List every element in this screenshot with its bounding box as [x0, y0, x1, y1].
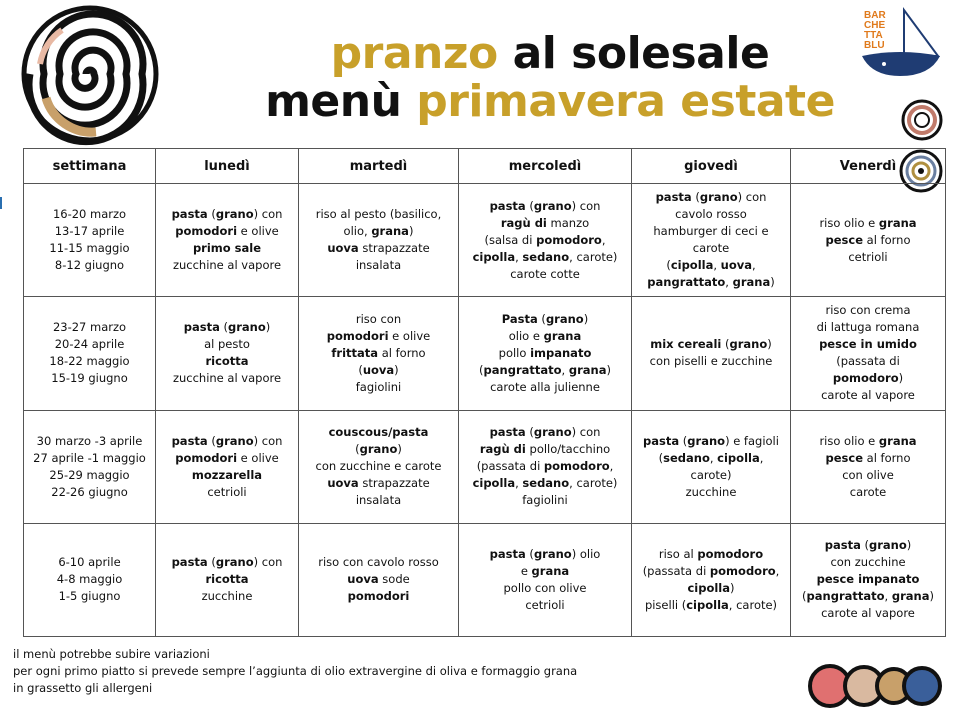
table-row — [24, 297, 946, 410]
week-range: 23-27 marzo — [52, 320, 127, 335]
dish-line: piselli (cipolla, carote) — [644, 597, 778, 612]
dish-line: uova strapazzate — [327, 241, 430, 256]
dish-line: pasta (grano) — [183, 320, 271, 335]
menu-cell — [459, 297, 632, 410]
dish-line: pomodori e olive — [175, 224, 279, 239]
footnotes — [13, 646, 577, 697]
edge-marker — [0, 197, 2, 209]
dish-line: Pasta (grano) — [501, 311, 589, 326]
week-range: 30 marzo -3 aprile — [36, 433, 143, 448]
week-range: 20-24 aprile — [54, 337, 125, 352]
week-range: 15-19 giugno — [51, 371, 128, 386]
dish-line: olio e grana — [508, 328, 582, 343]
title-word-al-solesale: al solesale — [512, 28, 770, 79]
dish-line: carote cotte — [510, 266, 580, 281]
dish-line: cavolo rosso — [675, 207, 747, 222]
menu-cell — [791, 184, 946, 297]
table-header-row — [24, 149, 946, 184]
dish-line: (passata di pomodoro, — [476, 459, 614, 474]
dish-line: di lattuga romana — [816, 320, 920, 335]
dish-line: con piselli e zucchine — [649, 354, 773, 369]
dish-line: pesce impanato — [816, 572, 920, 587]
dish-line: zucchine al vapore — [172, 371, 282, 386]
title-word-pranzo: pranzo — [330, 28, 498, 79]
dish-line: carote alla julienne — [490, 379, 600, 394]
table-row — [24, 410, 946, 523]
menu-cell — [156, 523, 299, 636]
dish-line: uova strapazzate — [327, 476, 430, 491]
dish-line: ragù di pollo/tacchino — [479, 442, 611, 457]
dish-line: pesce al forno — [825, 450, 911, 465]
dish-line: (uova) — [358, 362, 399, 377]
week-range: 11-15 maggio — [49, 241, 130, 256]
week-range: 25-29 maggio — [49, 467, 130, 482]
dish-line: pasta (grano) con — [489, 198, 601, 213]
header-settimana: settimana — [24, 149, 156, 184]
dish-line: (pangrattato, grana) — [802, 589, 934, 604]
logo-text-4: BLU — [864, 40, 885, 51]
dish-line: fagiolini — [355, 379, 402, 394]
logo-text-2: CHE — [864, 20, 886, 31]
dish-line: pasta (grano) olio — [489, 546, 601, 561]
dish-line: (pangrattato, grana) — [479, 362, 611, 377]
dish-line: ricotta — [205, 572, 249, 587]
dish-line: frittata al forno — [331, 345, 426, 360]
page-title — [250, 30, 850, 126]
menu-cell — [299, 410, 459, 523]
week-range: 16-20 marzo — [52, 207, 127, 222]
dish-line: con zucchine — [830, 555, 906, 570]
dish-line: ricotta — [205, 354, 249, 369]
dish-line: mozzarella — [191, 467, 263, 482]
week-cell — [24, 184, 156, 297]
dish-line: insalata — [355, 258, 402, 273]
dish-line: carote al vapore — [821, 388, 915, 403]
dish-line: carote — [692, 241, 730, 256]
dish-line: (grano) — [355, 442, 402, 457]
note-olive-oil: per ogni primo piatto si prevede sempre l’aggiunta di olio extravergine di oliva e formaggio grana — [13, 664, 578, 678]
dish-line: (passata di — [836, 354, 900, 369]
menu-cell — [632, 184, 791, 297]
decorative-ring-icon — [900, 98, 944, 142]
dish-line: pangrattato, grana) — [647, 275, 775, 290]
dish-line: hamburger di ceci e — [653, 224, 769, 239]
note-allergens: in grassetto gli allergeni — [13, 681, 153, 695]
dish-line: cetrioli — [848, 249, 888, 264]
menu-cell — [791, 523, 946, 636]
week-cell — [24, 523, 156, 636]
dish-line: mix cereali (grano) — [650, 337, 772, 352]
header-mercoledi: mercoledì — [459, 149, 632, 184]
dish-line: cetrioli — [207, 484, 247, 499]
logo-text-1: BAR — [864, 10, 886, 21]
dish-line: carote) — [690, 467, 732, 482]
dish-line: pesce in umido — [819, 337, 917, 352]
table-row — [24, 184, 946, 297]
menu-cell — [156, 297, 299, 410]
dish-line: cetrioli — [525, 597, 565, 612]
dish-line: fagiolini — [522, 493, 568, 508]
dish-line: pesce al forno — [825, 232, 911, 247]
dish-line: pasta (grano) con — [171, 555, 283, 570]
dish-line: riso al pesto (basilico, — [315, 207, 442, 222]
menu-cell — [299, 297, 459, 410]
dish-line: ragù di manzo — [500, 215, 590, 230]
dish-line: pollo impanato — [498, 345, 592, 360]
dish-line: zucchine — [201, 589, 253, 604]
dish-line: zucchine al vapore — [172, 258, 282, 273]
dish-line: pasta (grano) e fagioli — [643, 433, 779, 448]
dish-line: (salsa di pomodoro, — [484, 232, 606, 247]
dish-line: riso olio e grana — [819, 433, 917, 448]
menu-cell — [791, 410, 946, 523]
dish-line: (cipolla, uova, — [666, 258, 756, 273]
decorative-circles-icon — [808, 660, 944, 712]
dish-line: insalata — [355, 493, 402, 508]
menu-cell — [156, 410, 299, 523]
dish-line: couscous/pasta — [328, 425, 429, 440]
dish-line: pollo con olive — [503, 580, 587, 595]
dish-line: pomodoro) — [832, 371, 904, 386]
dish-line: pasta (grano) con — [171, 207, 283, 222]
dish-line: riso con — [355, 311, 402, 326]
spiral-logo-icon — [18, 2, 163, 147]
dish-line: uova sode — [347, 572, 410, 587]
title-word-menu: menù — [265, 76, 402, 127]
dish-line: riso al pomodoro — [658, 546, 764, 561]
table-row — [24, 523, 946, 636]
dish-line: pasta (grano) con — [171, 433, 283, 448]
dish-line: pasta (grano) con — [489, 425, 601, 440]
menu-table — [23, 148, 946, 637]
menu-cell — [791, 297, 946, 410]
week-range: 6-10 aprile — [58, 555, 121, 570]
menu-cell — [299, 523, 459, 636]
header-lunedi: lunedì — [156, 149, 299, 184]
dish-line: pomodori e olive — [175, 450, 279, 465]
week-range: 1-5 giugno — [58, 589, 121, 604]
logo-text-3: TTA — [864, 30, 883, 41]
header-giovedi: giovedì — [632, 149, 791, 184]
dish-line: olio, grana) — [343, 224, 414, 239]
week-range: 18-22 maggio — [49, 354, 130, 369]
dish-line: e grana — [520, 563, 570, 578]
week-range: 22-26 giugno — [51, 484, 128, 499]
week-range: 27 aprile -1 maggio — [33, 450, 146, 465]
header-venerdi: Venerdì — [791, 149, 946, 184]
dish-line: (sedano, cipolla, — [658, 450, 764, 465]
dish-line: carote — [849, 484, 887, 499]
menu-cell — [632, 523, 791, 636]
menu-cell — [632, 410, 791, 523]
dish-line: riso olio e grana — [819, 215, 917, 230]
dish-line: riso con crema — [825, 303, 911, 318]
menu-cell — [459, 523, 632, 636]
menu-cell — [632, 297, 791, 410]
dish-line: primo sale — [192, 241, 262, 256]
dish-line: cipolla, sedano, carote) — [472, 476, 618, 491]
title-word-primavera-estate: primavera estate — [416, 76, 835, 127]
header-martedi: martedì — [299, 149, 459, 184]
menu-cell — [156, 184, 299, 297]
dish-line: carote al vapore — [821, 606, 915, 621]
barchetta-blu-logo-icon — [860, 6, 942, 78]
dish-line: cipolla) — [687, 580, 735, 595]
dish-line: cipolla, sedano, carote) — [472, 249, 618, 264]
dish-line: con olive — [842, 467, 894, 482]
dish-line: pomodori — [347, 589, 410, 604]
week-range: 4-8 maggio — [56, 572, 123, 587]
menu-cell — [459, 410, 632, 523]
note-variations: il menù potrebbe subire variazioni — [13, 647, 210, 661]
dish-line: zucchine — [685, 484, 737, 499]
dish-line: pasta (grano) con — [655, 190, 767, 205]
dish-line: riso con cavolo rosso — [318, 555, 439, 570]
week-cell — [24, 297, 156, 410]
dish-line: (passata di pomodoro, — [642, 563, 780, 578]
dish-line: pomodori e olive — [326, 328, 431, 343]
dish-line: con zucchine e carote — [315, 459, 442, 474]
dish-line: al pesto — [204, 337, 250, 352]
dish-line: pasta (grano) — [824, 538, 912, 553]
week-range: 13-17 aprile — [54, 224, 125, 239]
menu-cell — [299, 184, 459, 297]
week-range: 8-12 giugno — [54, 258, 125, 273]
week-cell — [24, 410, 156, 523]
menu-cell — [459, 184, 632, 297]
